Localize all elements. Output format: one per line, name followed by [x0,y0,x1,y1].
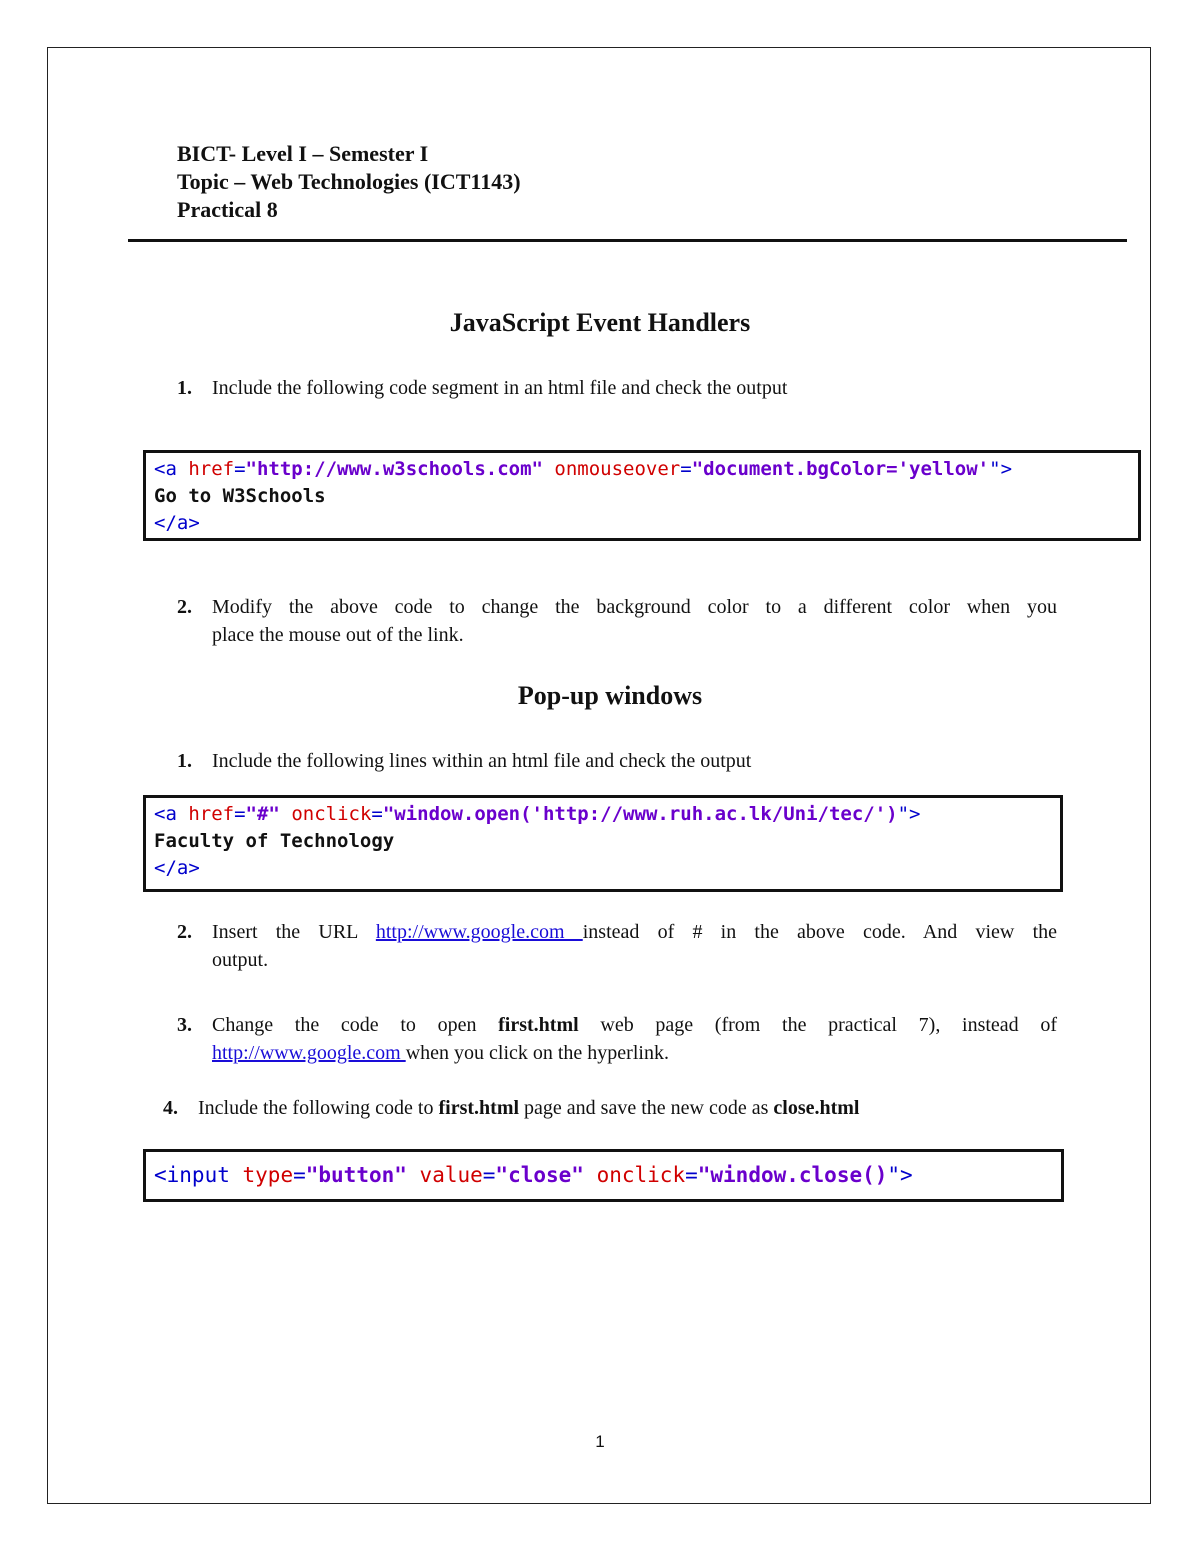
s2-item-2 [177,918,1057,978]
page-border [47,47,1151,1504]
s2-item-2-number: 2. [177,921,192,943]
code1-line3: </a> [154,512,200,534]
code1-line1: <a href="http://www.w3schools.com" onmouseover="document.bgColor='yellow'"> [154,458,1013,480]
s2-item-2-line2: output. [212,949,269,971]
header-course: BICT- Level I – Semester I [177,141,429,166]
s1-item-2-line2: place the mouse out of the link. [212,624,464,646]
code1-line2: Go to W3Schools [154,485,326,507]
header-practical: Practical 8 [177,197,278,222]
s2-item-4-file2: close.html [773,1097,860,1119]
document-header [177,140,521,224]
s2-item-1-text: Include the following lines within an html file and check the output [212,750,752,772]
s2-item-1-number: 1. [177,750,192,772]
s1-item-2-number: 2. [177,596,192,618]
code-block-mouseover [143,450,1141,541]
header-topic: Topic – Web Technologies (ICT1143) [177,169,521,194]
code2-line1: <a href="#" onclick="window.open('http://www.ruh.ac.lk/Uni/tec/')"> [154,803,921,825]
code-block-window-close: <input type="button" value="close" onclick="window.close()"> [143,1149,1064,1202]
s1-item-1-text: Include the following code segment in an html file and check the output [212,377,788,399]
google-link[interactable]: http://www.google.com [375,921,583,943]
s2-item-4-mid: page and save the new code as [519,1097,774,1119]
s2-item-4-pre: Include the following code to [198,1097,439,1119]
s2-item-2-pre: Insert the URL [212,921,376,943]
code2-line2: Faculty of Technology [154,830,395,852]
s2-item-2-post: instead of # in the above code. And view the [582,921,1057,943]
code2-line3: </a> [154,857,200,879]
section-title-popup-windows: Pop-up windows [517,681,703,710]
header-rule [128,239,1127,242]
s1-item-1-number: 1. [177,377,192,399]
s2-item-3-line2: when you click on the hyperlink. [405,1042,669,1064]
google-link-2[interactable]: http://www.google.com [212,1042,406,1064]
s2-item-3-post: web page (from the practical 7), instead of [578,1014,1058,1036]
section-title-event-handlers: JavaScript Event Handlers [449,308,751,337]
s2-item-3 [177,1011,1057,1071]
s2-item-4-number: 4. [163,1097,178,1119]
s1-item-2-line1: Modify the above code to change the background color to a different color when you [212,596,1057,618]
code-block-window-open [143,795,1063,892]
s2-item-3-filename: first.html [498,1014,579,1036]
s1-item-2 [177,593,1057,653]
page-number: 1 [595,1432,605,1451]
s2-item-3-number: 3. [177,1014,192,1036]
s2-item-4-file1: first.html [438,1097,520,1119]
s2-item-3-pre: Change the code to open [212,1014,499,1036]
